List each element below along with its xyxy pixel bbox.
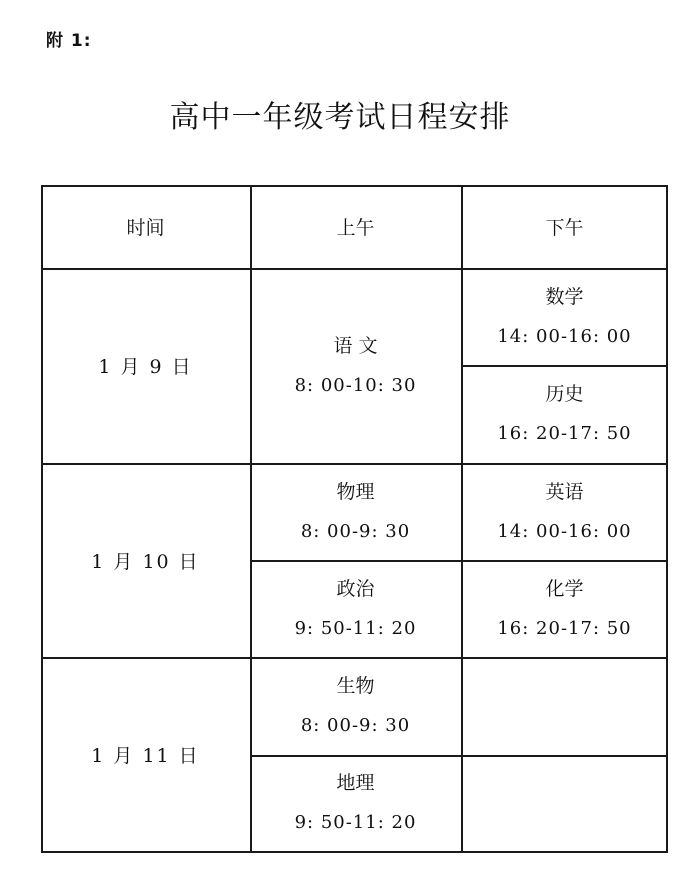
header-afternoon xyxy=(461,185,668,268)
header-time xyxy=(41,185,250,268)
exam-cell xyxy=(250,560,461,657)
exam-cell xyxy=(461,463,668,560)
exam-cell xyxy=(461,268,668,365)
header-morning-label: 上午 xyxy=(336,217,375,239)
time-label: 14: 00-16: 00 xyxy=(497,520,632,542)
header-afternoon-label: 下午 xyxy=(545,217,584,239)
date-cell xyxy=(41,268,250,463)
time-label: 16: 20-17: 50 xyxy=(497,617,632,639)
subject-label: 物理 xyxy=(336,480,375,503)
date-label: 1 月 9 日 xyxy=(98,356,193,378)
subject-label: 化学 xyxy=(545,577,584,600)
subject-label: 历史 xyxy=(545,383,584,405)
exam-cell xyxy=(250,755,461,851)
subject-label: 语 文 xyxy=(333,334,378,357)
header-morning xyxy=(250,185,461,268)
table-border-bottom xyxy=(41,851,668,853)
empty-cell xyxy=(461,657,668,755)
time-label: 16: 20-17: 50 xyxy=(497,423,632,444)
time-label: 9: 50-11: 20 xyxy=(294,812,417,833)
date-label: 1 月 10 日 xyxy=(91,550,200,573)
attachment-label: 附 1: xyxy=(46,31,92,51)
exam-cell xyxy=(250,268,461,463)
time-label: 14: 00-16: 00 xyxy=(497,325,632,347)
header-time-label: 时间 xyxy=(126,217,165,239)
exam-cell xyxy=(250,463,461,560)
page-title: 高中一年级考试日程安排 xyxy=(169,100,511,135)
subject-label: 政治 xyxy=(336,577,375,600)
empty-cell xyxy=(461,755,668,851)
schedule-table xyxy=(41,185,668,853)
time-label: 8: 00-10: 30 xyxy=(294,374,417,396)
subject-label: 生物 xyxy=(336,675,375,697)
date-label: 1 月 11 日 xyxy=(91,744,200,767)
subject-label: 数学 xyxy=(545,285,584,308)
exam-cell xyxy=(250,657,461,755)
subject-label: 英语 xyxy=(545,480,584,503)
date-cell xyxy=(41,463,250,657)
subject-label: 地理 xyxy=(336,772,375,794)
time-label: 8: 00-9: 30 xyxy=(300,715,411,736)
exam-cell xyxy=(461,560,668,657)
time-label: 9: 50-11: 20 xyxy=(294,617,417,639)
date-cell xyxy=(41,657,250,851)
time-label: 8: 00-9: 30 xyxy=(300,520,411,542)
exam-cell xyxy=(461,365,668,463)
